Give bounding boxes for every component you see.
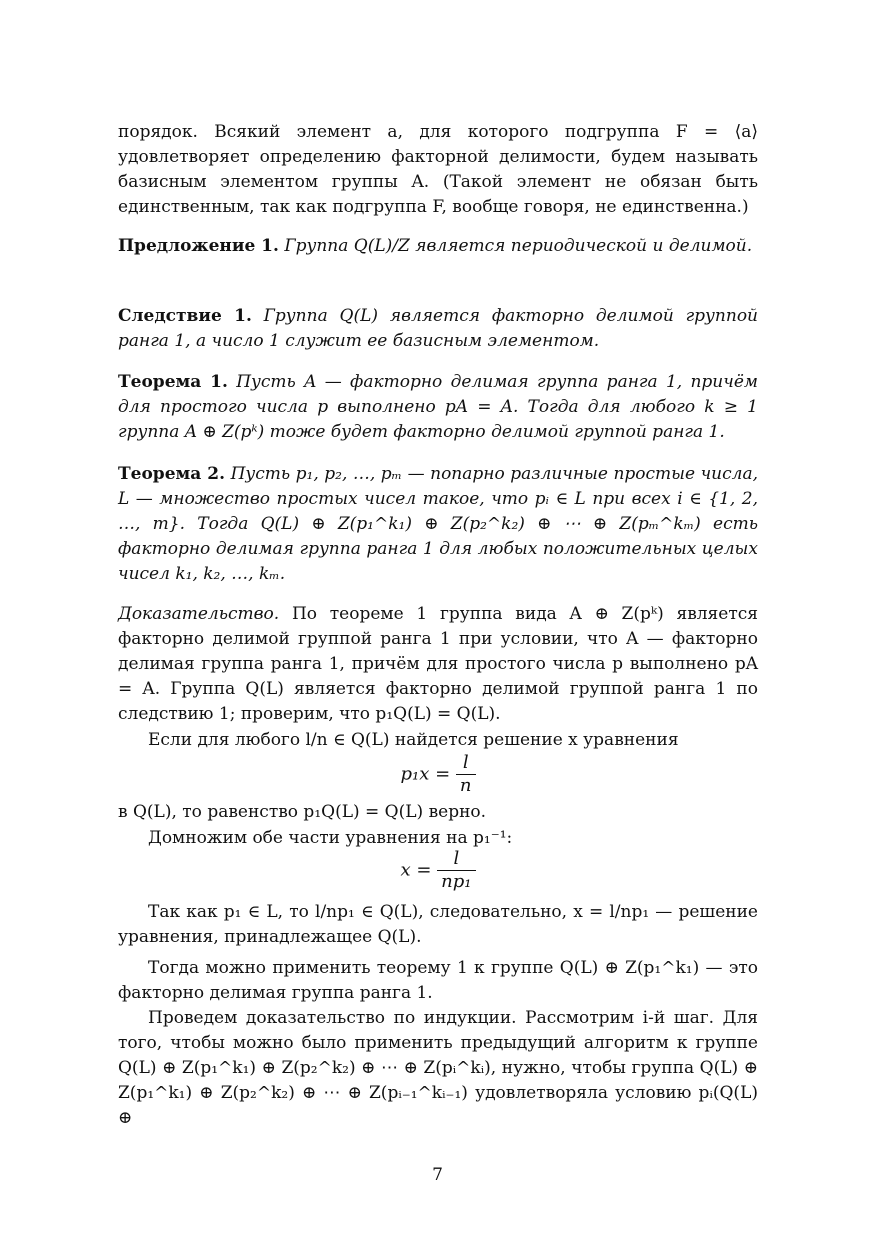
theorem-2-head: Теорема 2. xyxy=(118,464,226,484)
corollary-1-body: Группа Q(L) является факторно делимой группой ранга 1, а число 1 служит ее базисным элементом. xyxy=(118,306,758,351)
equation-1-denominator: n xyxy=(459,775,472,796)
corollary-1-head: Следствие 1. xyxy=(118,306,252,326)
proposition-1 xyxy=(118,234,758,259)
proof-paragraph-1 xyxy=(118,602,758,727)
equation-1-numerator: l xyxy=(456,752,476,775)
proof-p6: Тогда можно применить теорему 1 к группе Q(L) ⊕ Z(p₁^k₁) — это факторно делимая группа ранга 1. xyxy=(118,958,758,1003)
corollary-1 xyxy=(118,304,758,354)
theorem-1-head: Теорема 1. xyxy=(118,372,228,392)
intro-paragraph: порядок. Всякий элемент a, для которого подгруппа F = ⟨a⟩ удовлетворяет определению факторной делимости, будем называть базисным элементом группы A. (Такой элемент не обязан быть единственным, так как подгруппа F, вообще говоря, не единственна.) xyxy=(118,122,758,217)
proof-head: Доказательство. xyxy=(118,604,280,624)
equation-1-fraction xyxy=(456,752,476,797)
equation-2 xyxy=(118,848,758,893)
theorem-2 xyxy=(118,462,758,587)
equation-2-denominator: np₁ xyxy=(441,871,472,892)
theorem-2-body: Пусть p₁, p₂, …, pₘ — попарно различные простые числа, L — множество простых чисел такое, что pᵢ ∈ L при всех i ∈ {1, 2, …, m}. Тогда Q(L) ⊕ Z(p₁^k₁) ⊕ Z(p₂^k₂) ⊕ ⋯ ⊕ Z(pₘ^kₘ) есть факторно делимая группа ранга 1 для любых положительных целых чисел k₁, k₂, …, kₘ. xyxy=(118,464,758,584)
equation-2-left: x = xyxy=(400,859,432,881)
equation-1-left: p₁x = xyxy=(400,763,451,785)
proof-p1: По теореме 1 группа вида A ⊕ Z(pᵏ) является факторно делимой группой ранга 1 при условии, что A — факторно делимая группа ранга 1, причём для простого числа p выполнено pA = A. Группа Q(L) является факторно делимой группой ранга 1 по следствию 1; проверим, что p₁Q(L) = Q(L). xyxy=(118,604,758,724)
proposition-1-body: Группа Q(L)/Z является периодической и делимой. xyxy=(284,236,753,256)
proof-p7: Проведем доказательство по индукции. Рассмотрим i-й шаг. Для того, чтобы можно было применить предыдущий алгоритм к группе Q(L) ⊕ Z(p₁^k₁) ⊕ Z(p₂^k₂) ⊕ ⋯ ⊕ Z(pᵢ^kᵢ), нужно, чтобы группа Q(L) ⊕ Z(p₁^k₁) ⊕ Z(p₂^k₂) ⊕ ⋯ ⊕ Z(pᵢ₋₁^kᵢ₋₁) удовлетворяла условию pᵢ(Q(L) ⊕ xyxy=(118,1008,758,1128)
proposition-1-head: Предложение 1. xyxy=(118,236,279,256)
page-number: 7 xyxy=(432,1165,443,1185)
equation-2-fraction xyxy=(437,848,475,893)
theorem-1 xyxy=(118,370,758,445)
proof-p4: Домножим обе части уравнения на p₁⁻¹: xyxy=(148,828,513,848)
theorem-1-body: Пусть A — факторно делимая группа ранга 1, причём для простого числа p выполнено pA = A. Тогда для любого k ≥ 1 группа A ⊕ Z(pᵏ) тоже будет факторно делимой группой ранга 1. xyxy=(118,372,758,442)
proof-p5: Так как p₁ ∈ L, то l/np₁ ∈ Q(L), следовательно, x = l/np₁ — решение уравнения, принадлежащее Q(L). xyxy=(118,902,758,947)
equation-1 xyxy=(118,752,758,797)
proof-p3: в Q(L), то равенство p₁Q(L) = Q(L) верно. xyxy=(118,802,487,822)
equation-2-numerator: l xyxy=(437,848,475,871)
proof-p2: Если для любого l/n ∈ Q(L) найдется решение x уравнения xyxy=(148,730,679,750)
